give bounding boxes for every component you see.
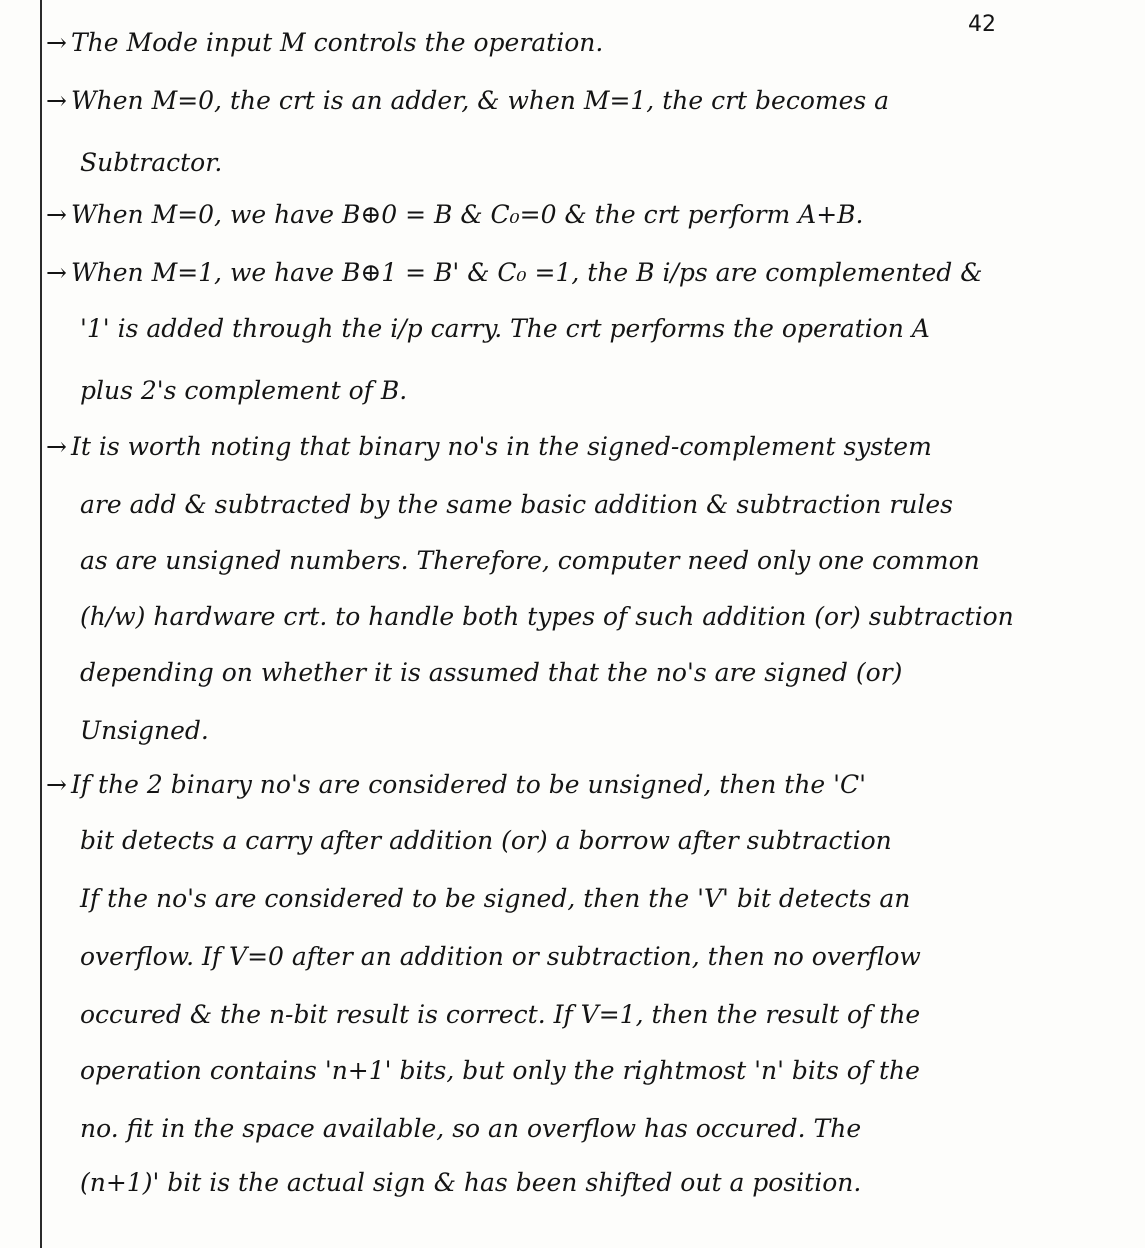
note-line [80,1000,920,1030]
page-margin-line [40,0,42,1248]
note-line [46,258,982,288]
bullet-arrow-icon: → [46,28,67,57]
note-line-text: Unsigned. [80,716,209,745]
note-line-text: bit detects a carry after addition (or) a borrow after subtraction [80,826,892,855]
note-line-text: When M=1, we have B⊕1 = B' & C₀ =1, the B i/ps are complemented & [70,258,983,287]
note-line-text: overflow. If V=0 after an addition or subtraction, then no overflow [80,942,921,971]
note-line [80,490,953,520]
note-line [46,86,889,116]
note-line-text: occured & the n-bit result is correct. If V=1, then the result of the [80,1000,921,1029]
note-line [80,1056,920,1086]
note-line-text: (h/w) hardware crt. to handle both types of such addition (or) subtraction [80,602,1014,631]
note-line [80,658,902,688]
note-line [80,376,407,406]
note-line [80,716,209,746]
note-line-text: (n+1)' bit is the actual sign & has been shifted out a position. [80,1168,862,1197]
note-line-text: It is worth noting that binary no's in the signed-complement system [70,432,932,461]
bullet-arrow-icon: → [46,770,67,799]
note-line-text: operation contains 'n+1' bits, but only the rightmost 'n' bits of the [80,1056,920,1085]
note-line-text: depending on whether it is assumed that the no's are signed (or) [80,658,903,687]
note-line [80,884,910,914]
note-line-text: as are unsigned numbers. Therefore, computer need only one common [80,546,980,575]
note-line [46,200,864,230]
note-line-text: Subtractor. [80,148,223,177]
bullet-arrow-icon: → [46,200,67,229]
note-line-text: If the 2 binary no's are considered to be unsigned, then the 'C' [70,770,867,799]
note-line-text: The Mode input M controls the operation. [70,28,604,57]
note-line-text: are add & subtracted by the same basic addition & subtraction rules [80,490,954,519]
note-line [80,546,980,576]
note-line-text: If the no's are considered to be signed, then the 'V' bit detects an [80,884,911,913]
note-line [80,314,930,344]
note-line-text: When M=0, the crt is an adder, & when M=1, the crt becomes a [70,86,890,115]
page-number: 42 [968,12,996,37]
note-line-text: '1' is added through the i/p carry. The crt performs the operation A [80,314,930,343]
note-line [80,602,1014,632]
bullet-arrow-icon: → [46,432,67,461]
note-line [46,28,603,58]
note-line-text: When M=0, we have B⊕0 = B & C₀=0 & the crt perform A+B. [70,200,864,229]
bullet-arrow-icon: → [46,258,67,287]
note-line [80,148,222,178]
note-line-text: no. fit in the space available, so an overflow has occured. The [80,1114,862,1143]
bullet-arrow-icon: → [46,86,67,115]
note-line [80,942,921,972]
note-line [46,432,932,462]
note-line [80,1168,861,1198]
note-line [80,826,892,856]
note-line [46,770,866,800]
note-line-text: plus 2's complement of B. [80,376,408,405]
note-line [80,1114,861,1144]
